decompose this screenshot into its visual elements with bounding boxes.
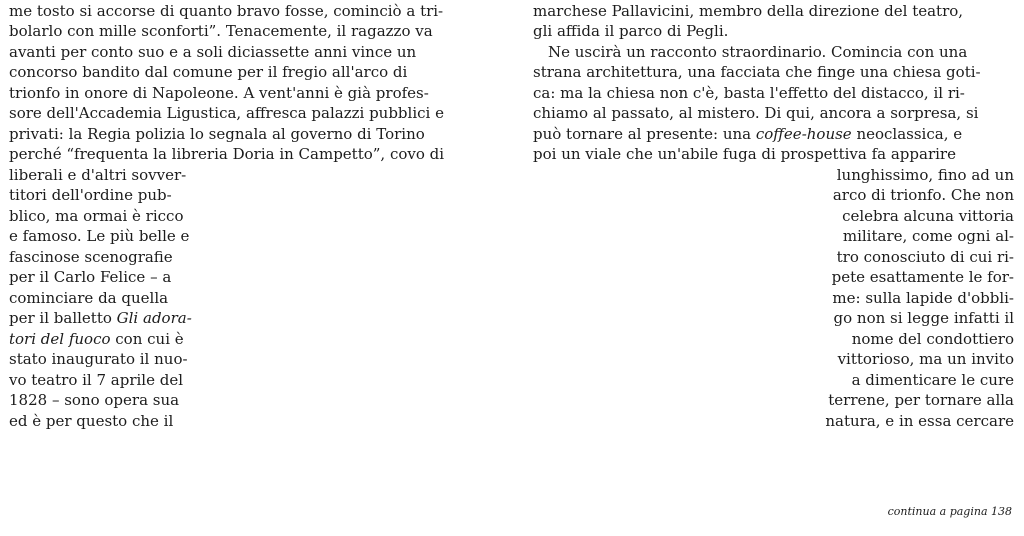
continued-on-page-note: continua a pagina 138: [887, 505, 1012, 518]
left-line-17: [9, 330, 184, 349]
left-line-8: perché “frequenta la libreria Doria in Campetto”, covo di: [9, 145, 445, 163]
left-line-16-italic: Gli adora-: [116, 309, 192, 327]
left-line-13: fascinose scenografie: [9, 248, 173, 266]
left-line-17-italic: tori del fuoco: [9, 330, 111, 348]
left-line-7: privati: la Regia polizia lo segnala al governo di Torino: [9, 125, 425, 143]
left-line-4: concorso bandito dal comune per il fregio all'arco di: [9, 63, 408, 81]
left-line-17-roman: con cui è: [110, 330, 184, 348]
right-line-14: pete esattamente le for-: [831, 268, 1014, 286]
left-line-18: stato inaugurato il nuo-: [9, 350, 188, 368]
left-line-20: 1828 – sono opera sua: [9, 391, 180, 409]
right-line-1: marchese Pallavicini, membro della direzione del teatro,: [533, 2, 964, 20]
right-line-17: nome del condottiero: [851, 330, 1014, 348]
right-line-2: gli affida il parco di Pegli.: [533, 22, 729, 40]
right-line-7-roman-end: neoclassica, e: [851, 125, 963, 143]
right-line-3: Ne uscirà un racconto straordinario. Comincia con una: [548, 43, 968, 61]
left-line-6: sore dell'Accademia Ligustica, affresca palazzi pubblici e: [9, 104, 444, 122]
illustration-area: [238, 225, 778, 536]
right-line-13: tro conosciuto di cui ri-: [836, 248, 1014, 266]
right-line-10: arco di trionfo. Che non: [832, 186, 1014, 204]
right-line-15: me: sulla lapide d'obbli-: [832, 289, 1014, 307]
left-line-16-roman: per il balletto: [9, 309, 117, 327]
left-line-12: e famoso. Le più belle e: [9, 227, 190, 245]
right-line-16: go non si legge infatti il: [833, 309, 1014, 327]
right-line-20: terrene, per tornare alla: [828, 391, 1014, 409]
right-line-11: celebra alcuna vittoria: [842, 207, 1014, 225]
left-line-11: blico, ma ormai è ricco: [9, 207, 184, 225]
left-line-16: [9, 309, 192, 328]
left-line-21: ed è per questo che il: [9, 412, 174, 430]
right-line-9: lunghissimo, fino ad un: [836, 166, 1014, 184]
right-line-5: ca: ma la chiesa non c'è, basta l'effetto del distacco, il ri-: [533, 84, 965, 102]
left-line-19: vo teatro il 7 aprile del: [9, 371, 184, 389]
left-line-1: me tosto si accorse di quanto bravo fosse, cominciò a tri-: [9, 2, 444, 20]
left-line-3: avanti per conto suo e a soli diciassette anni vince un: [9, 43, 417, 61]
left-line-9: liberali e d'altri sovver-: [9, 166, 187, 184]
right-line-7-roman: può tornare al presente: una: [533, 125, 756, 143]
right-line-19: a dimenticare le cure: [851, 371, 1014, 389]
left-line-14: per il Carlo Felice – a: [9, 268, 172, 286]
right-line-18: vittorioso, ma un invito: [837, 350, 1014, 368]
right-line-4: strana architettura, una facciata che finge una chiesa goti-: [533, 63, 981, 81]
left-line-5: trionfo in onore di Napoleone. A vent'anni è già profes-: [9, 84, 429, 102]
right-line-7-italic: coffee-house: [755, 125, 852, 143]
left-line-10: titori dell'ordine pub-: [9, 186, 172, 204]
right-line-12: militare, come ogni al-: [842, 227, 1014, 245]
left-line-2: bolarlo con mille sconforti”. Tenacemente, il ragazzo va: [9, 22, 433, 40]
right-line-7: [533, 125, 962, 144]
right-line-6: chiamo al passato, al mistero. Di qui, ancora a sorpresa, si: [533, 104, 979, 122]
right-line-8: poi un viale che un'abile fuga di prospettiva fa apparire: [533, 145, 956, 163]
right-line-21: natura, e in essa cercare: [825, 412, 1014, 430]
left-line-15: cominciare da quella: [9, 289, 169, 307]
